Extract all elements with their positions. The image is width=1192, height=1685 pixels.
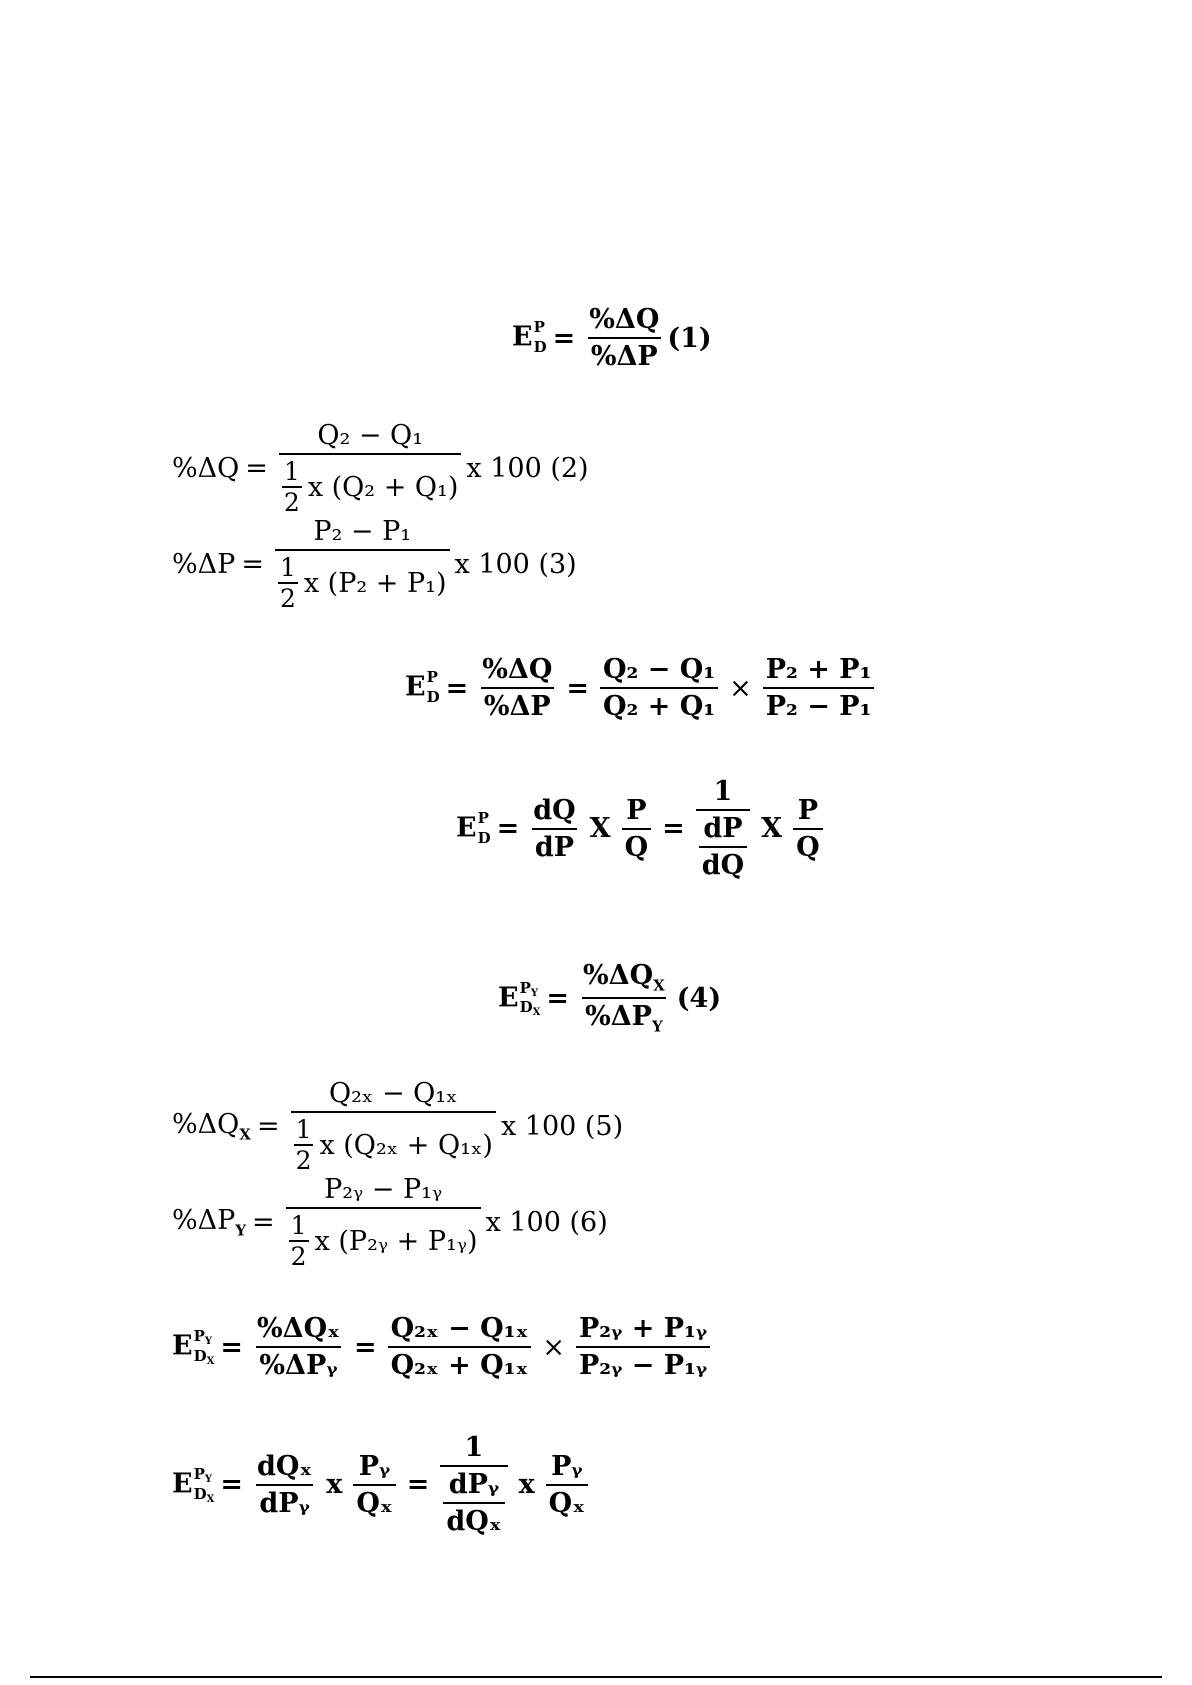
equation-arc-elasticity: E P D = $\frac{\%\Delta Q}{\%\Delta P}$ = $\frac{\text{Q₂ − Q₁}}{\text{Q₂ + Q₁}}$ × $\frac{\text{P₂ + P₁}}{\text{P₂ − P₁}}$	[405, 656, 879, 720]
equation-cross-arc-elasticity: E $P_Y$ $D_X$ = $\frac{\text{\%ΔQₓ}}{\text{\%ΔPᵧ}}$ = $\frac{\text{Q₂ₓ − Q₁ₓ}}{\text{Q₂ₓ + Q₁ₓ}}$ × $\frac{\text{P₂ᵧ + P₁ᵧ}}{\text{P₂ᵧ − P₁ᵧ}}$	[172, 1315, 715, 1379]
equation-tag: (1)	[667, 322, 712, 354]
equation-1: E P D = $\frac{\%\Delta Q}{\%\Delta P}$ (1)	[512, 304, 712, 372]
equation-5: $\%\Delta Q_X$ = Q₂ₓ − Q₁ₓ $\frac{1}{2}$ x (Q₂ₓ + Q₁ₓ) x 100 (5)	[172, 1078, 624, 1175]
equation-3: %ΔP = P₂ − P₁ $\frac{1}{2}$ x (P₂ + P₁) x 100 (3)	[172, 516, 577, 613]
equation-4: E $P_Y$ $D_X$ = $\frac{\%\Delta Q_X}{\%\Delta P_Y}$ (4)	[498, 960, 722, 1036]
fraction: P₂ − P₁ $\frac{1}{2}$ x (P₂ + P₁)	[275, 518, 450, 611]
elasticity-symbol: E P D	[512, 318, 547, 356]
equation-2: %ΔQ = Q₂ − Q₁ $\frac{1}{2}$ x (Q₂ + Q₁) x 100 (2)	[172, 420, 589, 517]
equation-cross-point-elasticity: E $P_Y$ $D_X$ = $\frac{\text{dQₓ}}{\text{dPᵧ}}$ x $\frac{\text{Pᵧ}}{\text{Qₓ}}$ = $\frac{1}{\frac{\text{dPᵧ}}{\text{dQₓ}}}$ x $\frac{\text{Pᵧ}}{\text{Qₓ}}$	[172, 1434, 593, 1535]
fraction: $\frac{\%\Delta Q}{\%\Delta P}$	[589, 304, 660, 372]
equation-point-elasticity: E P D = $\frac{dQ}{dP}$ X $\frac{P}{Q}$ = $\frac{1}{\frac{dP}{dQ}}$ X $\frac{P}{Q}$	[456, 778, 828, 879]
fraction: Q₂ − Q₁ $\frac{1}{2}$ x (Q₂ + Q₁)	[279, 422, 462, 515]
footer-rule	[30, 1676, 1162, 1678]
equation-6: $\%\Delta P_Y$ = P₂ᵧ − P₁ᵧ $\frac{1}{2}$ x (P₂ᵧ + P₁ᵧ) x 100 (6)	[172, 1174, 608, 1271]
